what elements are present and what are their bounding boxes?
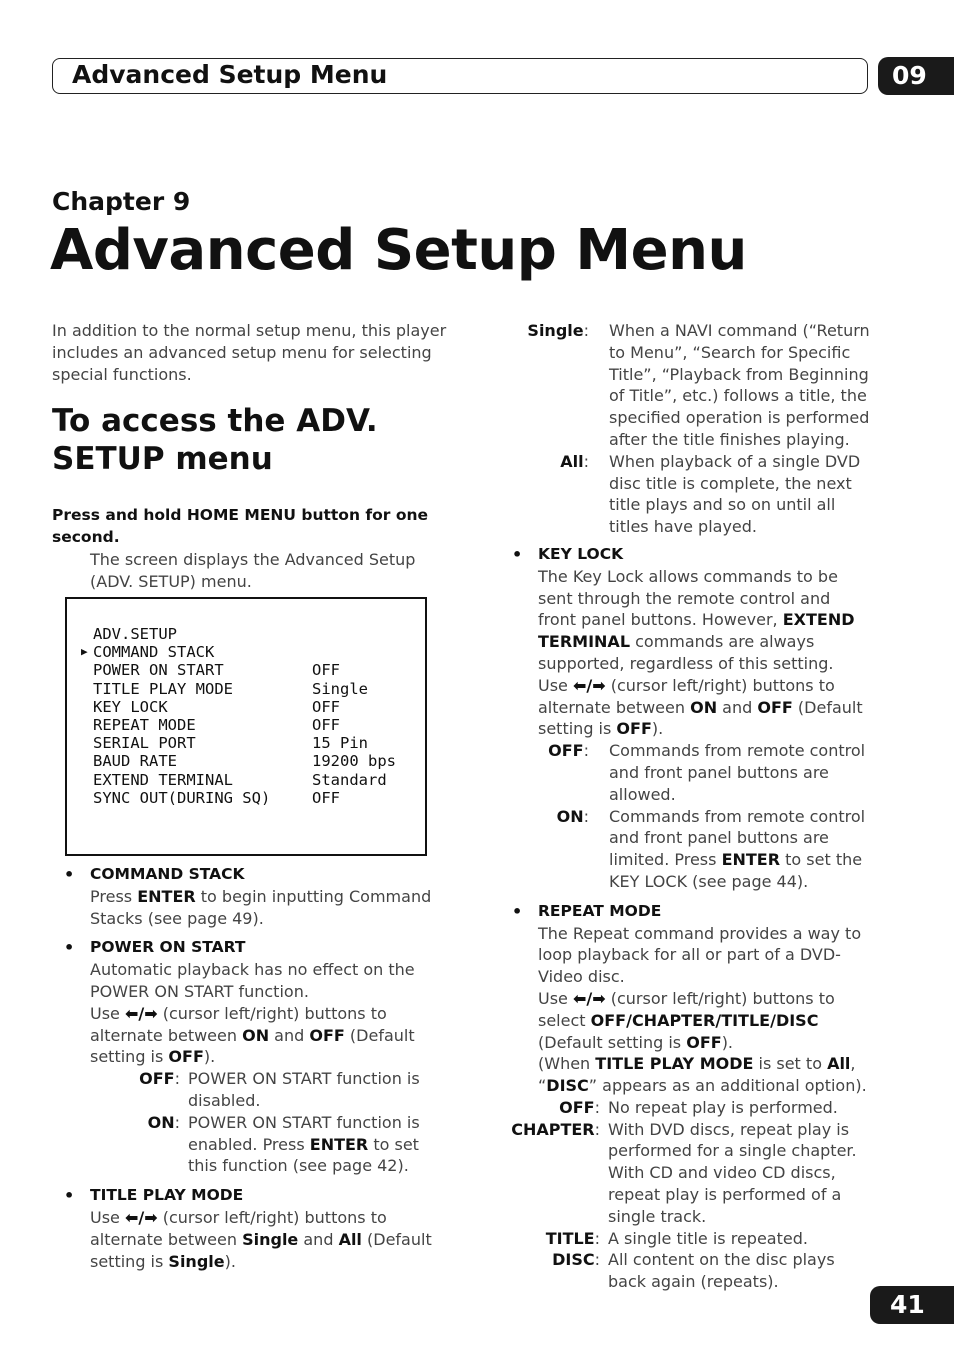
screen-row: ▶ COMMAND STACK: [81, 643, 215, 662]
adv-setup-screen: [65, 597, 427, 856]
definition-row: OFF: No repeat play is performed.: [559, 1097, 838, 1117]
intro-paragraph: In addition to the normal setup menu, this player includes an advanced setup menu for selecting special functions.: [52, 321, 447, 384]
cursor-arrows-icon: ⬅/➡: [124, 1207, 158, 1227]
definition-row: CHAPTER: With DVD discs, repeat play is performed for a single chapter. With CD and video CD discs, repeat play is performed of a single track.: [511, 1119, 857, 1226]
definition-row: TITLE: A single title is repeated.: [545, 1228, 808, 1248]
screen-row: KEY LOCK OFF: [93, 697, 340, 716]
page-number: 41: [870, 1286, 954, 1324]
screen-title: ADV.SETUP: [93, 625, 177, 643]
definition-row: OFF: Commands from remote control and front panel buttons are allowed.: [548, 741, 866, 804]
left-column: [52, 864, 452, 1280]
repeat-mode-item: • REPEAT MODE The Repeat command provides a way to loop playback for all or part of a DVD-Video disc. Use ⬅/➡ (cursor left/right) buttons to select OFF/CHAPTER/TITLE/DISC (Default setting is OFF). (When TITLE PLAY MODE is set to All, “DISC” appears as an additional option). OFF: No repeat play is performed. CHAPTER: With DVD discs, repeat play is performed for a single chapter. With CD and video CD discs, repeat play is performed of a single track. TITLE: A single title is repeated. DISC: All content on the disc plays back again (repeats).: [500, 901, 870, 1293]
cursor-arrows-icon: ⬅/➡: [572, 988, 606, 1008]
title-play-mode-item: • TITLE PLAY MODE Use ⬅/➡ (cursor left/right) buttons to alternate between Single and All (Default setting is Single).: [64, 1186, 432, 1271]
section-title: To access the ADV. SETUP menu: [52, 403, 378, 477]
definition-row: Single: When a NAVI command (“Return to Menu”, “Search for Specific Title”, “Playback from Beginning of Title”, etc.) follows a title, the specified operation is performed after the title finishes playing.: [527, 321, 870, 449]
definition-row: ON: Commands from remote control and front panel buttons are limited. Press ENTER to set the KEY LOCK (see page 44).: [556, 806, 866, 891]
page-title: Advanced Setup Menu: [50, 218, 747, 283]
header-title: Advanced Setup Menu: [72, 60, 388, 89]
definition-row: OFF: POWER ON START function is disabled.: [139, 1069, 420, 1110]
screen-row: POWER ON START OFF: [93, 661, 340, 680]
chapter-number-tab: 09: [878, 57, 954, 95]
title-play-mode-options: [500, 320, 870, 538]
screen-text: [81, 625, 396, 807]
power-on-start-item: • POWER ON START Automatic playback has no effect on the POWER ON START function. Use ⬅/➡ (cursor left/right) buttons to alternate between ON and OFF (Default setting is OFF). OFF: POWER ON START function is disabled. ON: POWER ON START function is enabled. Press ENTER to set this function (see page 42).: [52, 937, 452, 1177]
instruction-note: The screen displays the Advanced Setup (ADV. SETUP) menu.: [90, 550, 416, 591]
screen-row: SERIAL PORT 15 Pin: [93, 734, 368, 753]
definition-row: ON: POWER ON START function is enabled. Press ENTER to set this function (see page 42).: [147, 1112, 420, 1176]
right-column: [500, 320, 870, 1301]
screen-row: EXTEND TERMINAL Standard: [93, 770, 387, 789]
screen-row: SYNC OUT(DURING SQ) OFF: [93, 788, 340, 807]
cursor-arrows-icon: ⬅/➡: [124, 1003, 158, 1023]
definition-row: All: When playback of a single DVD disc title is complete, the next title plays and so on until all titles have played.: [560, 451, 861, 537]
instruction: Press and hold HOME MENU button for one second.: [52, 506, 429, 546]
cursor-arrows-icon: ⬅/➡: [572, 675, 606, 695]
definition-row: DISC: All content on the disc plays back again (repeats).: [552, 1250, 835, 1292]
chapter-label: Chapter 9: [52, 187, 191, 216]
screen-row: REPEAT MODE OFF: [93, 716, 340, 735]
cursor-icon: ▶: [81, 645, 88, 659]
screen-row: TITLE PLAY MODE Single: [93, 679, 368, 698]
key-lock-item: • KEY LOCK The Key Lock allows commands to be sent through the remote control and front panel buttons. However, EXTEND TERMINAL commands are always supported, regardless of this setting. Use ⬅/➡ (cursor left/right) buttons to alternate between ON and OFF (Default setting is OFF). OFF: Commands from remote control and front panel buttons are allowed. ON: Commands from remote control and front panel buttons are limited. Press ENTER to set the KEY LOCK (see page 44).: [500, 544, 870, 893]
command-stack-item: • COMMAND STACK Press ENTER to begin inputting Command Stacks (see page 49).: [64, 865, 432, 928]
screen-row: BAUD RATE 19200 bps: [93, 752, 396, 771]
